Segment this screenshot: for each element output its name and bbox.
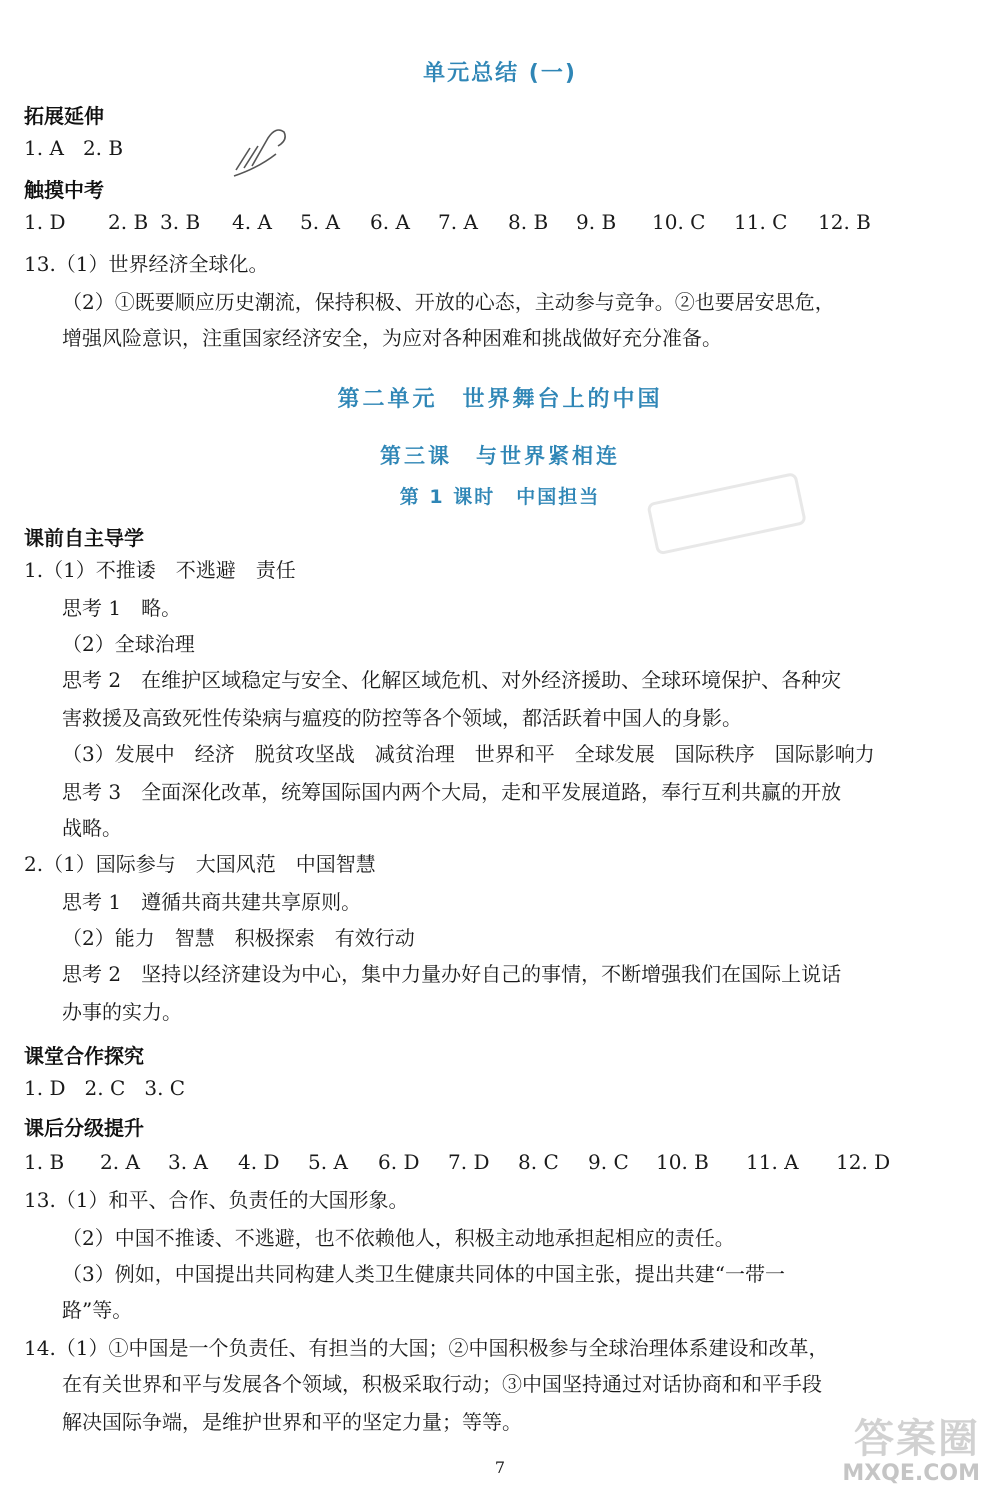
- post-line: 路”等。: [62, 1298, 133, 1322]
- post-line: 在有关世界和平与发展各个领域，积极采取行动；③中国坚持通过对话协商和和平手段: [62, 1372, 822, 1396]
- exam-answer-11: 11. C: [734, 210, 788, 234]
- exam-answer-12: 12. B: [818, 210, 871, 234]
- post-answer-1: 1. B: [24, 1150, 65, 1174]
- pre-line: 1.（1）不推诿 不逃避 责任: [24, 558, 296, 582]
- post-line: 14.（1）①中国是一个负责任、有担当的大国；②中国积极参与全球治理体系建设和改革，: [24, 1336, 829, 1360]
- lesson3-title: 第三课 与世界紧相连: [380, 444, 620, 468]
- pre-line: 2.（1）国际参与 大国风范 中国智慧: [24, 852, 376, 876]
- pre-line: （2）全球治理: [62, 632, 195, 656]
- watermark-url: MXQE.COM: [842, 1461, 980, 1486]
- post-answer-7: 7. D: [448, 1150, 490, 1174]
- post-line: （3）例如，中国提出共同构建人类卫生健康共同体的中国主张，提出共建“一带一: [62, 1262, 785, 1286]
- post-line: （2）中国不推诿、不逃避，也不依赖他人，积极主动地承担起相应的责任。: [62, 1226, 735, 1250]
- exam-answer-2: 2. B: [108, 210, 149, 234]
- pre-line: 害救援及高致死性传染病与瘟疫的防控等各个领域，都活跃着中国人的身影。: [62, 706, 742, 730]
- pen-scribble-mark: [228, 118, 294, 180]
- exam-answer-7: 7. A: [438, 210, 478, 234]
- pre-line: 办事的实力。: [62, 1000, 182, 1024]
- pre-line: （3）发展中 经济 脱贫攻坚战 减贫治理 世界和平 全球发展 国际秩序 国际影响力: [62, 742, 875, 766]
- exam-answer-4: 4. A: [232, 210, 272, 234]
- post-answer-2: 2. A: [100, 1150, 140, 1174]
- post-answer-row: [24, 1150, 984, 1174]
- post-line: 解决国际争端，是维护世界和平的坚定力量；等等。: [62, 1410, 522, 1434]
- post-line: 13.（1）和平、合作、负责任的大国形象。: [24, 1188, 409, 1212]
- exam-answer-row: [24, 210, 984, 234]
- post-answer-5: 5. A: [308, 1150, 348, 1174]
- exam-answer-9: 9. B: [576, 210, 617, 234]
- unit1-summary-title: 单元总结 (一): [423, 61, 577, 86]
- post-answer-3: 3. A: [168, 1150, 208, 1174]
- ext-heading: 拓展延伸: [24, 104, 104, 128]
- watermark-logo-text: 答案圈: [854, 1416, 980, 1462]
- watermark-logo: [786, 1405, 986, 1495]
- pre-line: 思考 3 全面深化改革，统筹国际国内两个大局，走和平发展道路，奉行互利共赢的开放: [62, 780, 842, 804]
- faded-stamp-mark: [640, 470, 820, 560]
- exam-answer-3: 3. B: [160, 210, 201, 234]
- ext-answers: 1. A 2. B: [24, 136, 124, 160]
- pre-line: 思考 2 在维护区域稳定与安全、化解区域危机、对外经济援助、全球环境保护、各种灾: [62, 668, 842, 692]
- pre-line: 思考 1 略。: [62, 596, 182, 620]
- q13-part1: 13.（1）世界经济全球化。: [24, 252, 269, 276]
- exam-answer-10: 10. C: [652, 210, 706, 234]
- exam-heading: 触摸中考: [24, 178, 104, 202]
- post-answer-4: 4. D: [238, 1150, 280, 1174]
- q13-part2-line2: 增强风险意识，注重国家经济安全，为应对各种困难和挑战做好充分准备。: [62, 326, 722, 350]
- exam-answer-1: 1. D: [24, 210, 66, 234]
- exam-answer-8: 8. B: [508, 210, 549, 234]
- post-answer-9: 9. C: [588, 1150, 629, 1174]
- q13-part2-line1: （2）①既要顺应历史潮流，保持积极、开放的心态，主动参与竞争。②也要居安思危，: [62, 290, 835, 314]
- pre-heading: 课前自主导学: [24, 526, 144, 550]
- class-heading: 课堂合作探究: [24, 1044, 144, 1068]
- page-number: 7: [494, 1458, 506, 1477]
- post-heading: 课后分级提升: [24, 1116, 144, 1140]
- exam-answer-6: 6. A: [370, 210, 410, 234]
- post-answer-8: 8. C: [518, 1150, 559, 1174]
- post-answer-10: 10. B: [656, 1150, 709, 1174]
- unit2-title: 第二单元 世界舞台上的中国: [337, 387, 663, 412]
- post-answer-6: 6. D: [378, 1150, 420, 1174]
- exam-answer-5: 5. A: [300, 210, 340, 234]
- class-answers: 1. D 2. C 3. C: [24, 1076, 186, 1100]
- pre-line: （2）能力 智慧 积极探索 有效行动: [62, 926, 415, 950]
- post-answer-11: 11. A: [746, 1150, 799, 1174]
- pre-line: 战略。: [62, 816, 122, 840]
- pre-line: 思考 1 遵循共商共建共享原则。: [62, 890, 362, 914]
- pre-line: 思考 2 坚持以经济建设为中心，集中力量办好自己的事情，不断增强我们在国际上说话: [62, 962, 842, 986]
- post-answer-12: 12. D: [836, 1150, 891, 1174]
- period1-title: 第 1 课时 中国担当: [399, 486, 601, 508]
